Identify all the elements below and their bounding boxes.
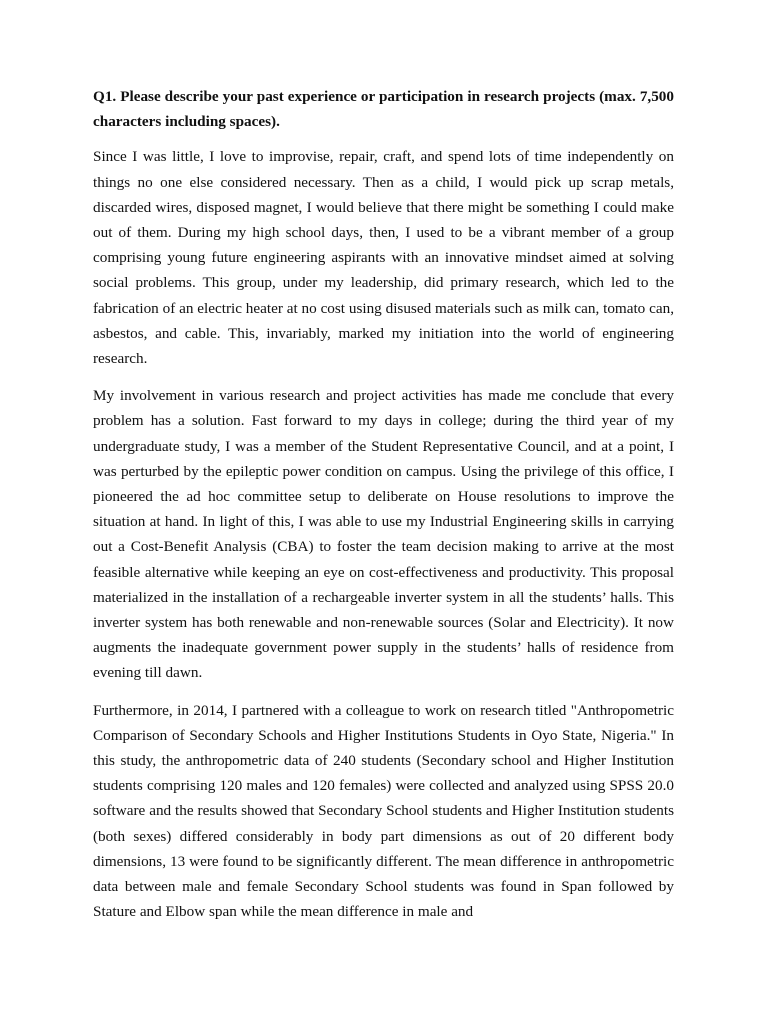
paragraph-anthropometric-research: Furthermore, in 2014, I partnered with a colleague to work on research titled "Anthropometric Comparison of Secondary Schools and Higher Institutions Students in Oyo State, Nigeria." In this study, the anthropometric data of 240 students (Secondary school and Higher Institution students comprising 120 males and 120 females) were collected and analyzed using SPSS 20.0 software and the results showed that Secondary School students and Higher Institution students (both sexes) differed considerably in body part dimensions as out of 20 different body dimensions, 13 were found to be significantly different. The mean difference in anthropometric data between male and female Secondary School students was found in Span followed by Stature and Elbow span while the mean difference in male and (93, 701, 674, 921)
paragraph-college: My involvement in various research and project activities has made me conclude that every problem has a solution. Fast forward to my days in college; during the third year of my undergraduate study, I was a member of the Student Representative Council, and at a point, I was perturbed by the epileptic power condition on campus. Using the privilege of this office, I pioneered the ad hoc committee setup to deliberate on House resolutions to improve the situation at hand. In light of this, I was able to use my Industrial Engineering skills in carrying out a Cost-Benefit Analysis (CBA) to foster the team decision making to arrive at the most feasible alternative while keeping an eye on cost-effectiveness and productivity. This proposal materialized in the installation of a rechargeable inverter system in all the students’ halls. This inverter system has both renewable and non-renewable sources (Solar and Electricity). It now augments the inadequate government power supply in the students’ halls of residence from evening till dawn. (93, 387, 674, 682)
question-heading: Q1. Please describe your past experience or participation in research projects (max. 7,500 characters including spaces). (93, 88, 674, 131)
document-page (93, 84, 674, 937)
paragraph-childhood: Since I was little, I love to improvise, repair, craft, and spend lots of time independently on things no one else considered necessary. Then as a child, I would pick up scrap metals, discarded wires, disposed magnet, I would believe that there might be something I could make out of them. During my high school days, then, I used to be a vibrant member of a group comprising young future engineering aspirants with an innovative mindset aimed at solving social problems. This group, under my leadership, did primary research, which led to the fabrication of an electric heater at no cost using disused materials such as milk can, tomato can, asbestos, and cable. This, invariably, marked my initiation into the world of engineering research. (93, 148, 674, 368)
